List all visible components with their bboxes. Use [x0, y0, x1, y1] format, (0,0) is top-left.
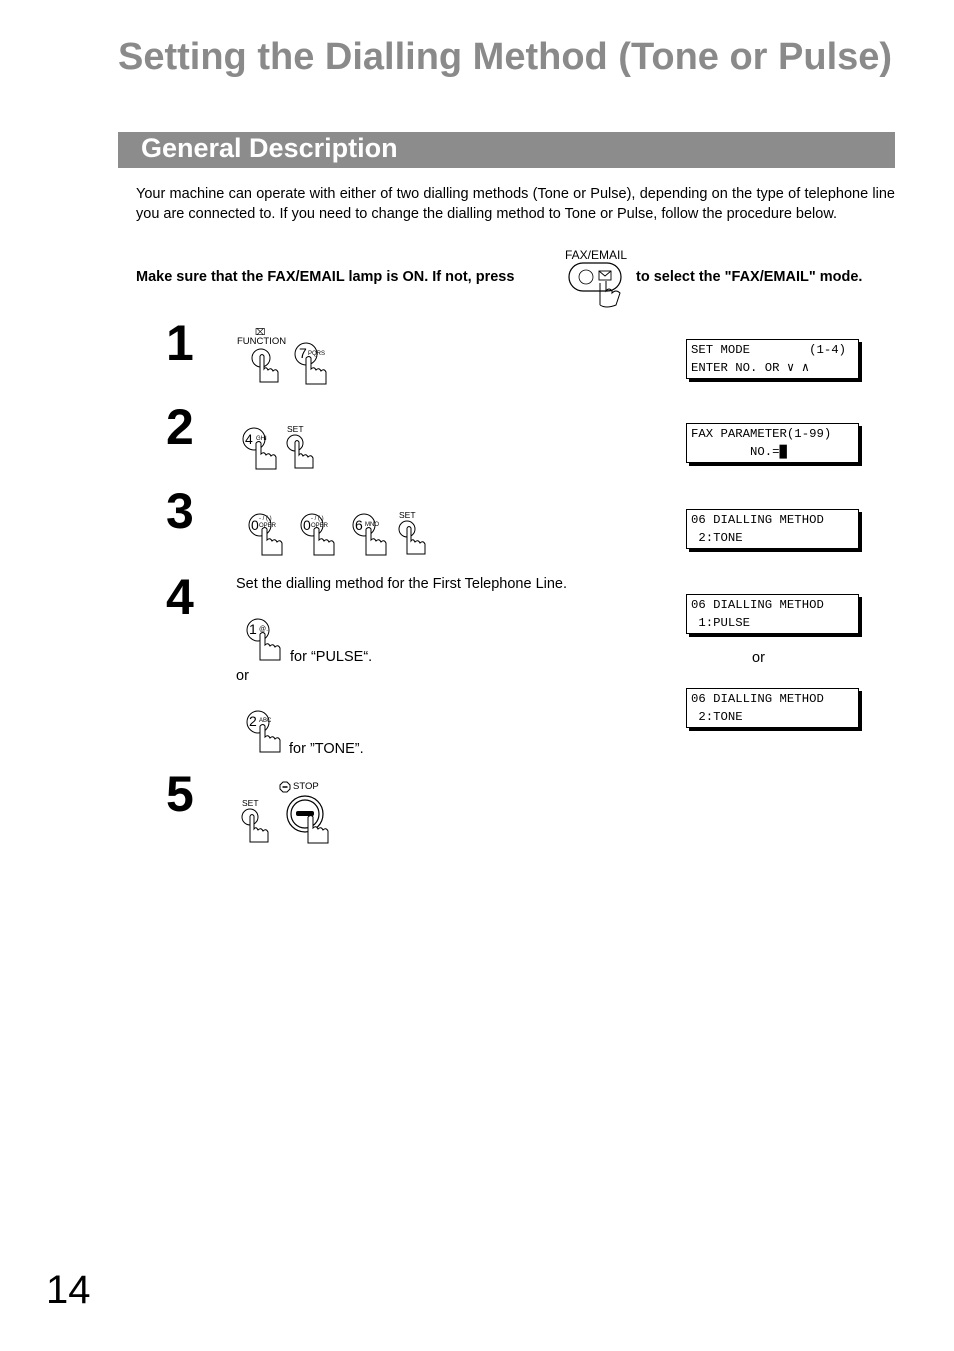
lcd-step-4-pulse-line-2: 1:PULSE [691, 616, 751, 630]
lcd-step-1 [686, 339, 859, 379]
key-4-letters: GHI [256, 436, 267, 442]
lcd-step-4-pulse [686, 594, 859, 634]
option-or-right: or [752, 650, 765, 666]
fax-email-key-label: FAX/EMAIL [565, 248, 628, 262]
function-key-icon [246, 346, 282, 388]
key-7-icon [288, 340, 332, 388]
lcd-step-2 [686, 423, 859, 463]
lcd-step-1-line-2: ENTER NO. OR ∨ ∧ [691, 361, 810, 375]
lcd-step-4-tone-line-2: 2:TONE [691, 710, 743, 724]
key-0-letters-b: OPER [311, 523, 329, 529]
stop-key-label: STOP [293, 781, 319, 792]
key-7-digit: 7 [299, 345, 307, 361]
option-or-left: or [236, 668, 249, 684]
set-key-icon-step-5 [238, 806, 272, 846]
key-6-icon [346, 512, 390, 558]
key-6-letters: MNO [365, 522, 379, 528]
step-number-3: 3 [166, 483, 194, 539]
set-key-icon-step-3 [395, 518, 429, 558]
lcd-step-2-line-2: NO.=█ [691, 445, 787, 459]
key-0-symbols-a: - / ( ) [259, 516, 272, 522]
stop-key-icon [284, 795, 334, 847]
set-key-label-step-2: SET [287, 424, 304, 434]
key-7-letters: PQRS [308, 351, 326, 357]
set-key-label-step-5: SET [242, 798, 259, 808]
stop-icon [279, 781, 291, 793]
key-2-letters: ABC [259, 718, 272, 724]
function-key-mark: ⌧ [255, 327, 266, 337]
option-pulse-label: for “PULSE“. [290, 649, 373, 665]
key-6-digit: 6 [355, 517, 363, 533]
key-2-digit: 2 [249, 713, 257, 729]
key-0-digit-a: 0 [251, 517, 259, 533]
step-number-2: 2 [166, 399, 194, 455]
lcd-step-4-tone-line-1: 06 DIALLING METHOD [691, 692, 824, 706]
fax-email-key-icon [566, 261, 626, 311]
lamp-note-after: to select the "FAX/EMAIL" mode. [636, 269, 863, 285]
section-title: General Description [141, 133, 398, 163]
key-1-symbols: @. [259, 626, 269, 633]
set-key-label-step-3: SET [399, 510, 416, 520]
lcd-step-3-line-1: 06 DIALLING METHOD [691, 513, 824, 527]
lcd-step-4-tone [686, 688, 859, 728]
lcd-step-3 [686, 509, 859, 549]
step-number-5: 5 [166, 766, 194, 822]
lamp-note-before: Make sure that the FAX/EMAIL lamp is ON. If not, press [136, 269, 515, 285]
key-4-digit: 4 [245, 431, 253, 447]
key-1-digit: 1 [249, 621, 257, 637]
option-tone-label: for ”TONE”. [289, 741, 364, 757]
step-number-4: 4 [166, 569, 194, 625]
page-title: Setting the Dialling Method (Tone or Pulse) [118, 36, 893, 78]
page-number: 14 [46, 1268, 91, 1312]
lcd-step-2-line-1: FAX PARAMETER(1-99) [691, 427, 832, 441]
key-0-letters-a: OPER [259, 523, 277, 529]
lcd-step-1-line-1: SET MODE (1-4) [691, 343, 846, 357]
step-number-1: 1 [166, 315, 194, 371]
function-key-label: FUNCTION [237, 336, 287, 347]
key-4-icon [236, 426, 280, 472]
set-key-icon-step-2 [283, 432, 317, 472]
key-1-icon [240, 617, 284, 663]
key-0-digit-b: 0 [303, 517, 311, 533]
key-2-icon [240, 709, 284, 755]
lcd-step-3-line-2: 2:TONE [691, 531, 743, 545]
step-4-instruction: Set the dialling method for the First Telephone Line. [236, 576, 568, 592]
key-0-symbols-b: - / ( ) [311, 516, 324, 522]
lcd-step-4-pulse-line-1: 06 DIALLING METHOD [691, 598, 824, 612]
intro-paragraph: Your machine can operate with either of two dialling methods (Tone or Pulse), depending on the type of telephone line you are connected to. If you need to change the dialling method to Tone or Pulse, follow the procedure below. [136, 186, 895, 222]
